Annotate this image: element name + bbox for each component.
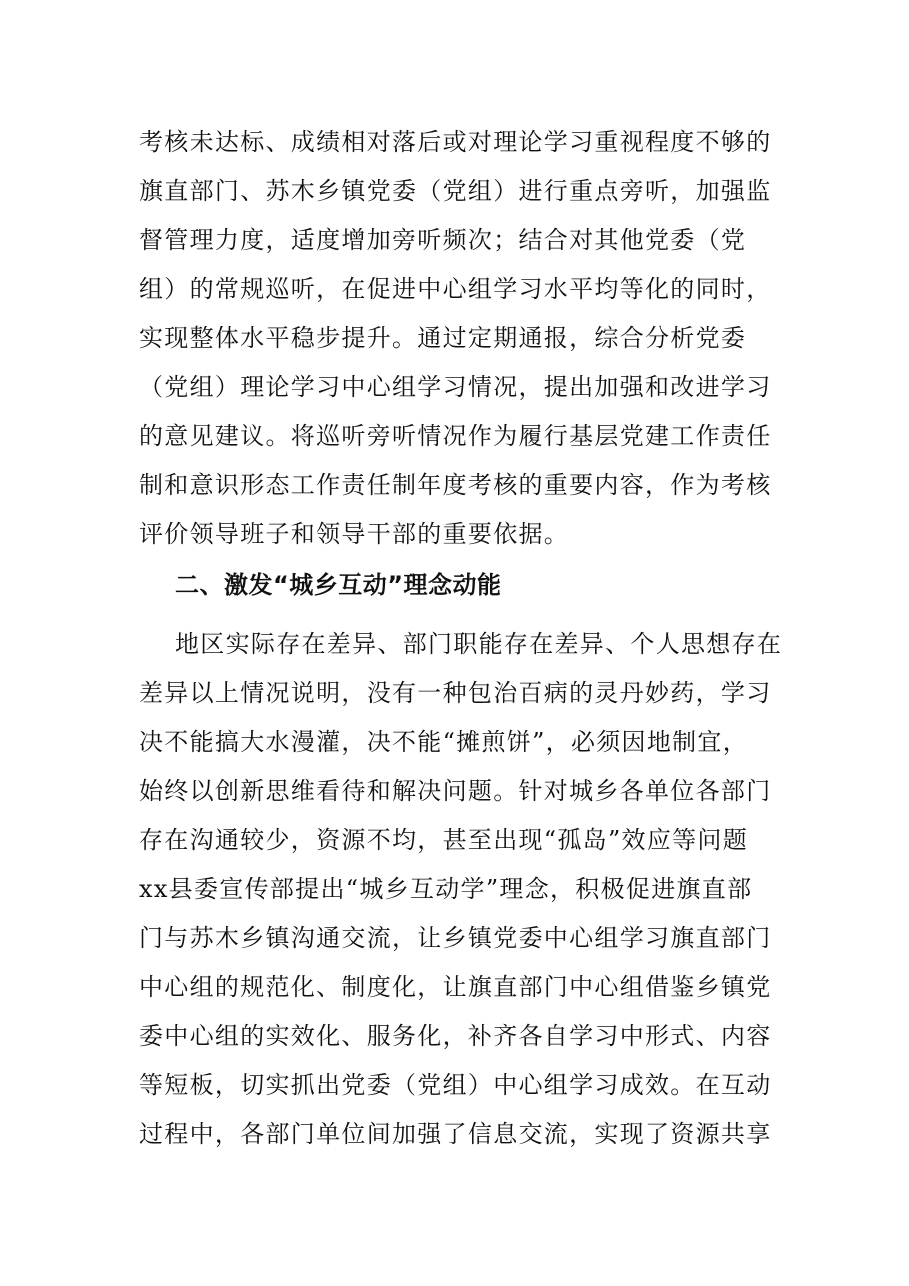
paragraph-1-line-3: 督管理力度，适度增加旁听频次；结合对其他党委（党	[139, 226, 747, 254]
paragraph-1-line-2: 旗直部门、苏木乡镇党委（党组）进行重点旁听，加强监	[139, 177, 772, 205]
paragraph-1-line-6: （党组）理论学习中心组学习情况，提出加强和改进学习	[139, 373, 772, 401]
paragraph-2-line-10: 等短板，切实抓出党委（党组）中心组学习成效。在互动	[139, 1071, 772, 1099]
paragraph-2-line-4: 始终以创新思维看待和解决问题。针对城乡各单位各部门	[139, 777, 772, 805]
paragraph-2-line-6: xx县委宣传部提出“城乡互动学”理念，积极促进旗直部	[139, 875, 753, 903]
paragraph-1-line-7: 的意见建议。将巡听旁听情况作为履行基层党建工作责任	[139, 422, 772, 450]
paragraph-2-line-2: 差异以上情况说明，没有一种包治百病的灵丹妙药，学习	[139, 679, 772, 707]
section-heading: 二、激发“城乡互动”理念动能	[175, 571, 502, 599]
paragraph-2-line-8: 中心组的规范化、制度化，让旗直部门中心组借鉴乡镇党	[139, 973, 772, 1001]
paragraph-2-line-3: 决不能搞大水漫灌，决不能“摊煎饼”，必须因地制宜，	[139, 728, 749, 756]
paragraph-1-line-1: 考核未达标、成绩相对落后或对理论学习重视程度不够的	[139, 128, 772, 156]
paragraph-2-line-1: 地区实际存在差异、部门职能存在差异、个人思想存在	[175, 630, 783, 658]
paragraph-1-line-8: 制和意识形态工作责任制年度考核的重要内容，作为考核	[139, 471, 772, 499]
paragraph-2-line-5: 存在沟通较少，资源不均，甚至出现“孤岛”效应等问题	[139, 826, 749, 854]
paragraph-1-line-4: 组）的常规巡听，在促进中心组学习水平均等化的同时，	[139, 275, 772, 303]
paragraph-1-line-9: 评价领导班子和领导干部的重要依据。	[139, 520, 570, 548]
paragraph-2-line-7: 门与苏木乡镇沟通交流，让乡镇党委中心组学习旗直部门	[139, 924, 772, 952]
paragraph-2-line-9: 委中心组的实效化、服务化，补齐各自学习中形式、内容	[139, 1022, 772, 1050]
paragraph-2-line-11: 过程中，各部门单位间加强了信息交流，实现了资源共享	[139, 1120, 772, 1148]
paragraph-1-line-5: 实现整体水平稳步提升。通过定期通报，综合分析党委	[139, 324, 747, 352]
